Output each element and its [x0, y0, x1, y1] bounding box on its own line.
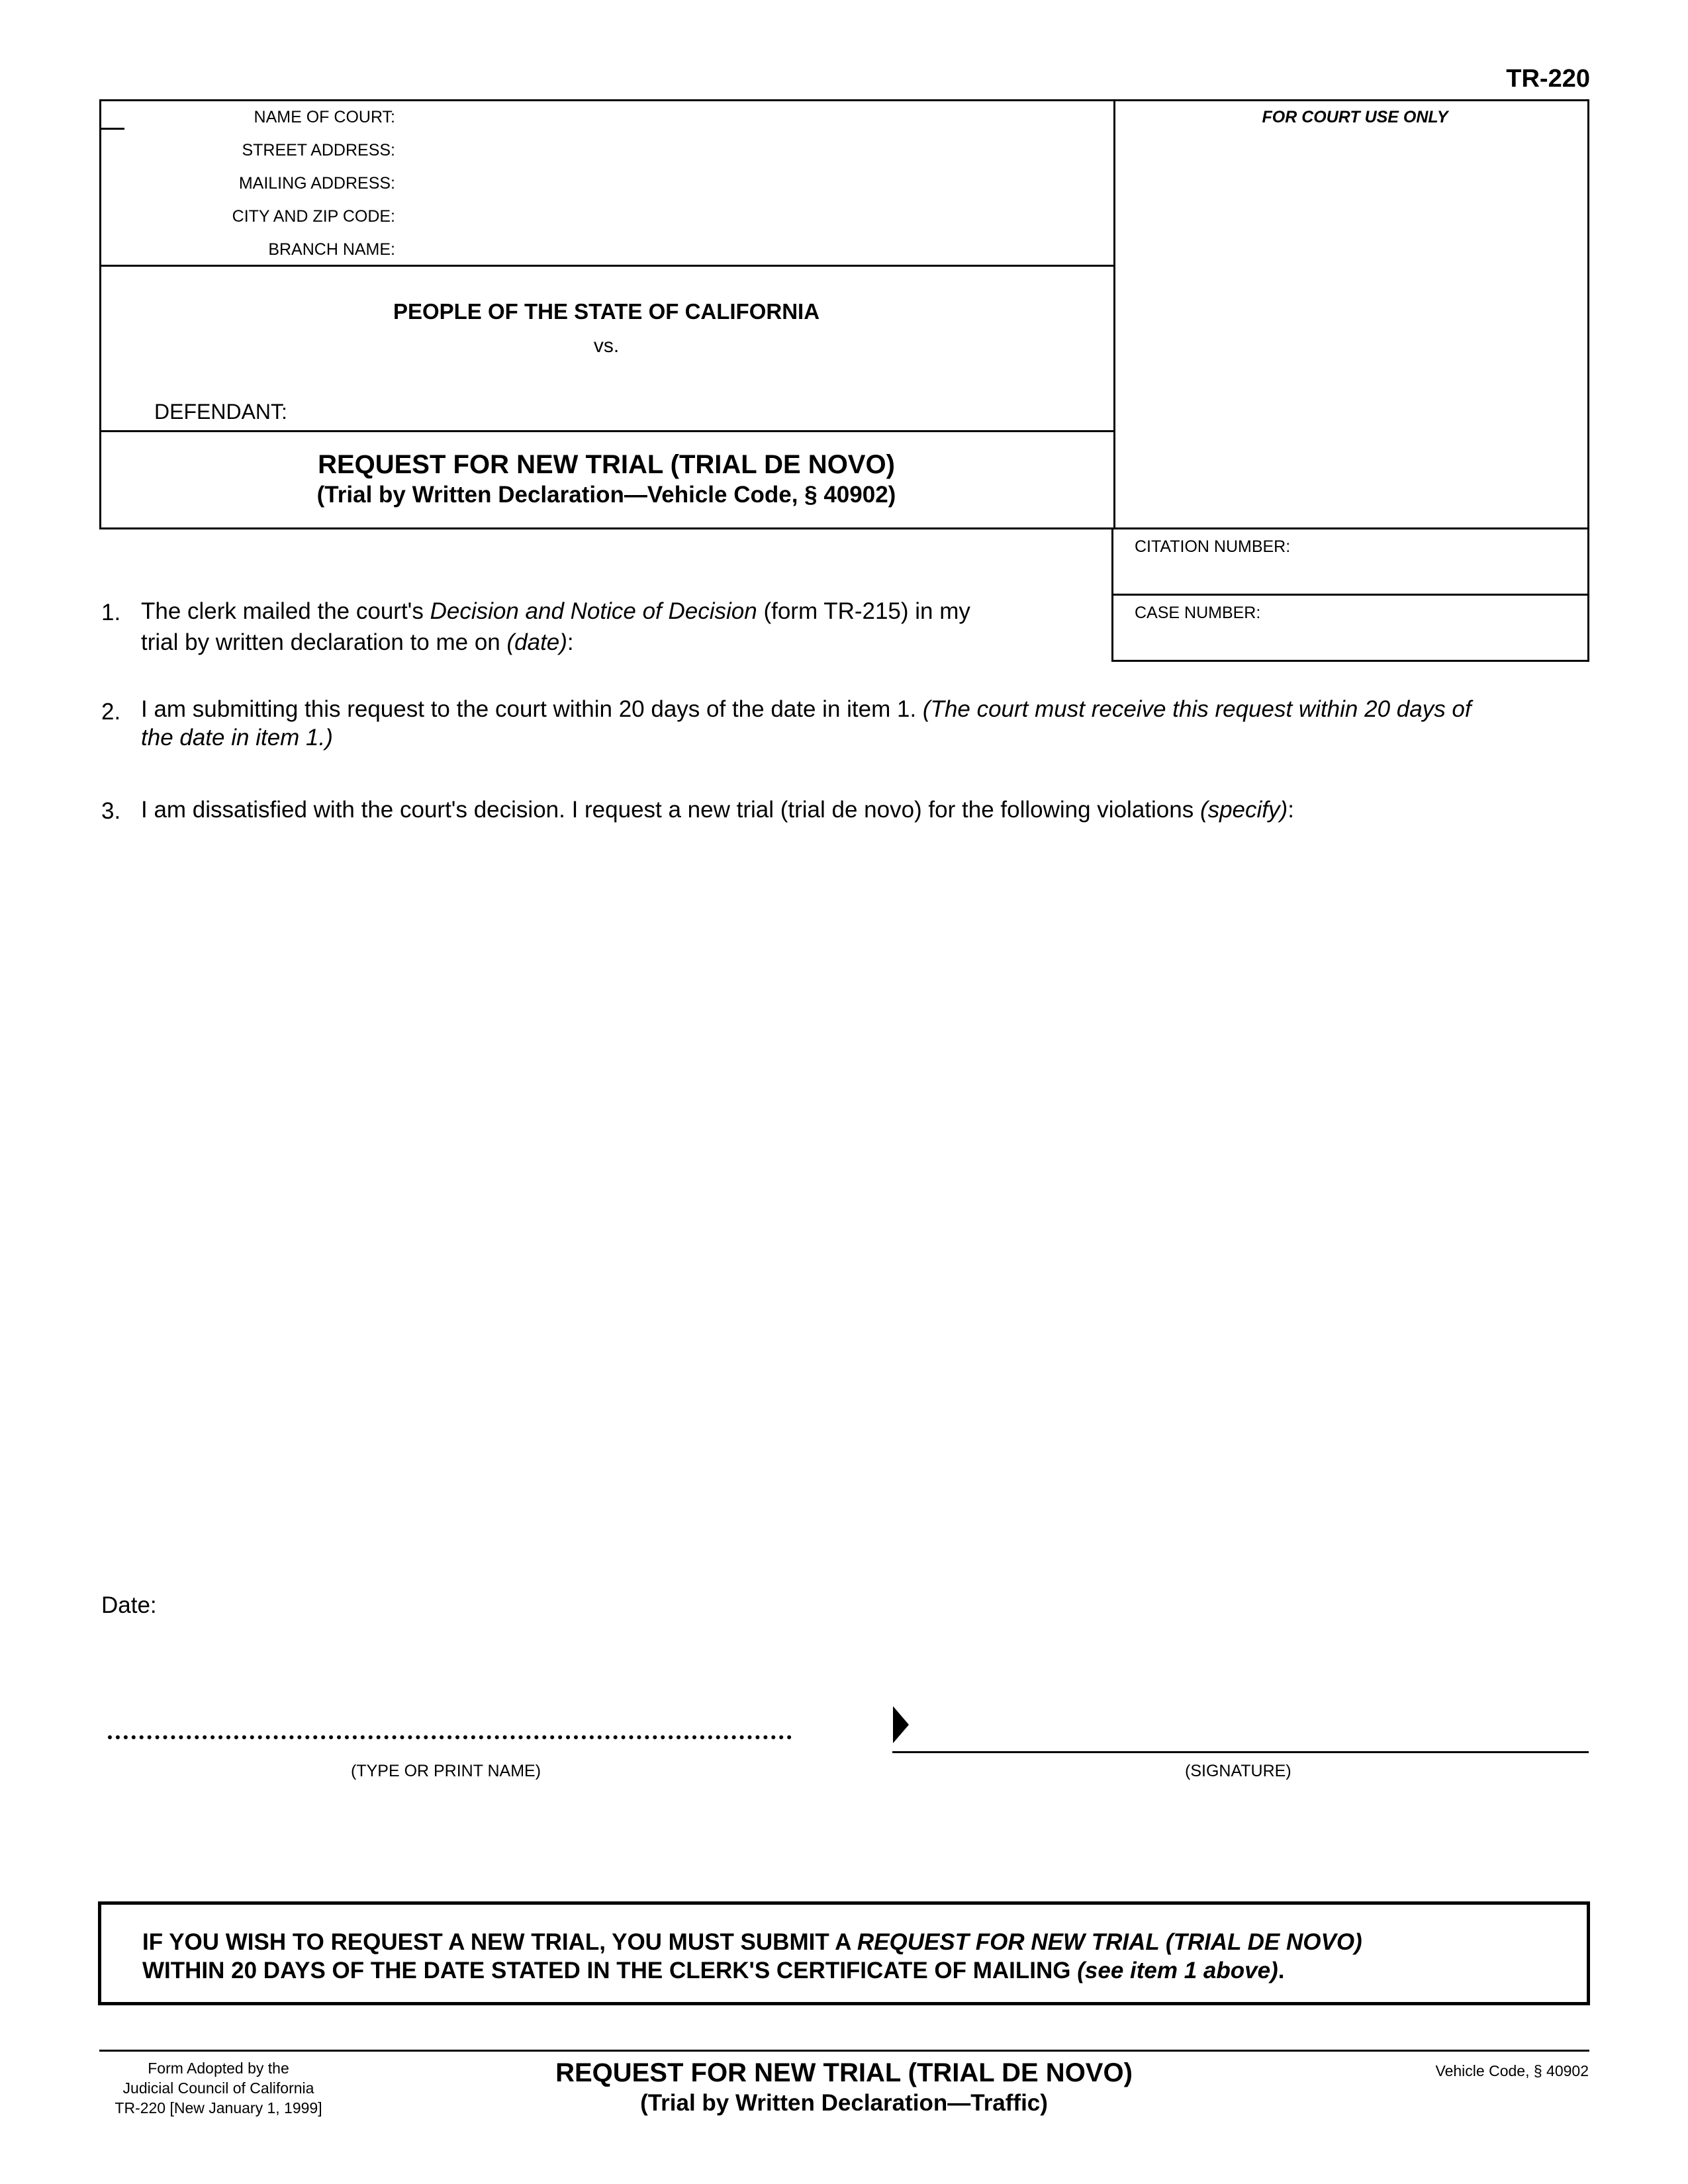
- form-number: TR-220: [1506, 65, 1590, 93]
- item-2-text: I am submitting this request to the court within 20 days of the date in item 1. (The court must receive this request within 20 days of the date in item 1.): [141, 696, 1472, 751]
- item-3-number: 3.: [101, 798, 121, 824]
- street-address-label: STREET ADDRESS:: [242, 141, 395, 159]
- case-number-label: CASE NUMBER:: [1135, 604, 1261, 622]
- print-name-label: (TYPE OR PRINT NAME): [351, 1762, 541, 1780]
- item-1-number: 1.: [101, 600, 121, 625]
- court-info-divider: [101, 265, 1113, 267]
- branch-name-label: BRANCH NAME:: [268, 240, 395, 259]
- signature-arrow-icon: [893, 1706, 910, 1743]
- case-number-field[interactable]: [1111, 594, 1589, 662]
- parties-divider: [101, 430, 1113, 432]
- defendant-label: DEFENDANT:: [154, 400, 287, 424]
- footer-form-line: TR-220 [New January 1, 1999]: [115, 2099, 322, 2116]
- footer-adoption-info: [99, 2058, 338, 2118]
- item-2-number: 2.: [101, 699, 121, 725]
- footer-divider: [99, 2050, 1589, 2052]
- form-subtitle: (Trial by Written Declaration—Vehicle Code, § 40902): [316, 482, 896, 508]
- caption-divider: [1113, 101, 1115, 527]
- signature-line[interactable]: [892, 1751, 1589, 1753]
- signature-label: (SIGNATURE): [1185, 1762, 1291, 1780]
- court-use-only-label: FOR COURT USE ONLY: [1262, 108, 1448, 126]
- city-zip-label: CITY AND ZIP CODE:: [232, 207, 395, 226]
- item-1-text: The clerk mailed the court's Decision and Notice of Decision (form TR-215) in my trial by written declaration to me on (date):: [141, 598, 970, 655]
- plaintiff-name: PEOPLE OF THE STATE OF CALIFORNIA: [393, 299, 820, 324]
- court-mark: [101, 128, 124, 130]
- citation-number-field[interactable]: [1111, 527, 1589, 596]
- footer-adopted-line: Form Adopted by the: [148, 2060, 289, 2077]
- mailing-address-label: MAILING ADDRESS:: [238, 174, 395, 193]
- form-title: REQUEST FOR NEW TRIAL (TRIAL DE NOVO): [318, 450, 895, 479]
- print-name-line[interactable]: [108, 1731, 792, 1739]
- footer-subtitle: (Trial by Written Declaration—Traffic): [640, 2090, 1048, 2116]
- warning-text: IF YOU WISH TO REQUEST A NEW TRIAL, YOU MUST SUBMIT A REQUEST FOR NEW TRIAL (TRIAL DE NOVO) WITHIN 20 DAYS OF THE DATE STATED IN THE CLERK'S CERTIFICATE OF MAILING (see item 1 above).: [142, 1929, 1362, 1983]
- footer-code-reference: Vehicle Code, § 40902: [1435, 2062, 1589, 2079]
- court-name-label: NAME OF COURT:: [254, 108, 395, 126]
- date-label: Date:: [101, 1592, 157, 1618]
- versus-label: vs.: [593, 335, 620, 357]
- footer-title: REQUEST FOR NEW TRIAL (TRIAL DE NOVO): [555, 2058, 1133, 2087]
- item-3-text: I am dissatisfied with the court's decision. I request a new trial (trial de novo) for the following violations (specify):: [141, 797, 1294, 823]
- citation-number-label: CITATION NUMBER:: [1135, 537, 1291, 556]
- footer-council-line: Judicial Council of California: [122, 2079, 314, 2097]
